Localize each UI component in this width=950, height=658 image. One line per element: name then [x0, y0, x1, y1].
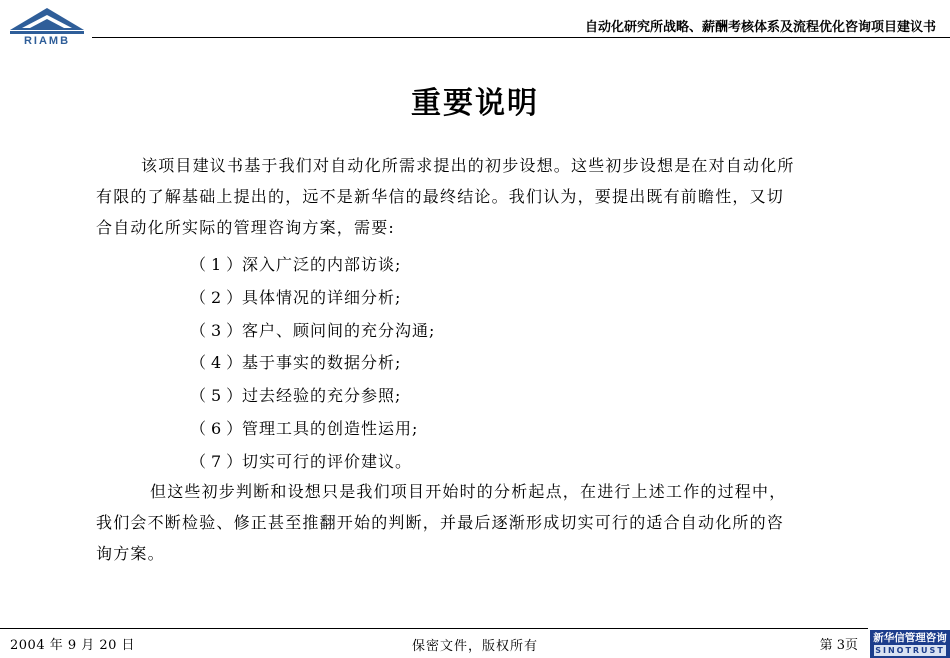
- list-item: （1）深入广泛的内部访谈;: [190, 255, 402, 274]
- sinotrust-logo: [870, 630, 950, 658]
- sinotrust-logo-en: SINOTRUST: [875, 646, 945, 655]
- list-item: （5）过去经验的充分参照;: [190, 386, 402, 406]
- closing-paragraph: [96, 476, 886, 569]
- intro-line: 合自动化所实际的管理咨询方案，需要:: [96, 218, 395, 237]
- page-number: 第 3页: [819, 638, 858, 653]
- document-header-title: 自动化研究所战略、薪酬考核体系及流程优化咨询项目建议书: [584, 19, 936, 34]
- closing-line: 我们会不断检验、修正甚至推翻开始的判断，并最后逐渐形成切实可行的适合自动化所的咨: [96, 513, 785, 532]
- intro-line: 该项目建议书基于我们对自动化所需求提出的初步设想。这些初步设想是在对自动化所: [141, 156, 795, 175]
- list-item: （7）切实可行的评价建议。: [190, 451, 413, 471]
- closing-line: 询方案。: [96, 544, 165, 563]
- footer-divider: [0, 628, 868, 629]
- list-item: （2）具体情况的详细分析;: [190, 287, 402, 307]
- list-item: （6）管理工具的创造性运用;: [190, 418, 419, 438]
- sinotrust-logo-cn: 新华信管理咨询: [873, 632, 947, 644]
- closing-line: 但这些初步判断和设想只是我们项目开始时的分析起点，在进行上述工作的过程中，: [150, 482, 787, 501]
- logo-text: RIAMB: [23, 35, 71, 47]
- requirements-list: [190, 249, 435, 479]
- footer-date: 2004 年 9 月 20 日: [10, 638, 136, 653]
- list-item: （3）客户、顾问间的充分沟通;: [190, 320, 436, 340]
- intro-paragraph: [96, 150, 886, 243]
- list-item: （4）基于事实的数据分析;: [190, 353, 402, 373]
- header-divider: [92, 37, 950, 38]
- intro-line: 有限的了解基础上提出的，远不是新华信的最终结论。我们认为，要提出既有前瞻性，又切: [96, 187, 785, 206]
- page-title: 重要说明: [411, 86, 539, 121]
- footer-confidential: 保密文件，版权所有: [411, 639, 538, 654]
